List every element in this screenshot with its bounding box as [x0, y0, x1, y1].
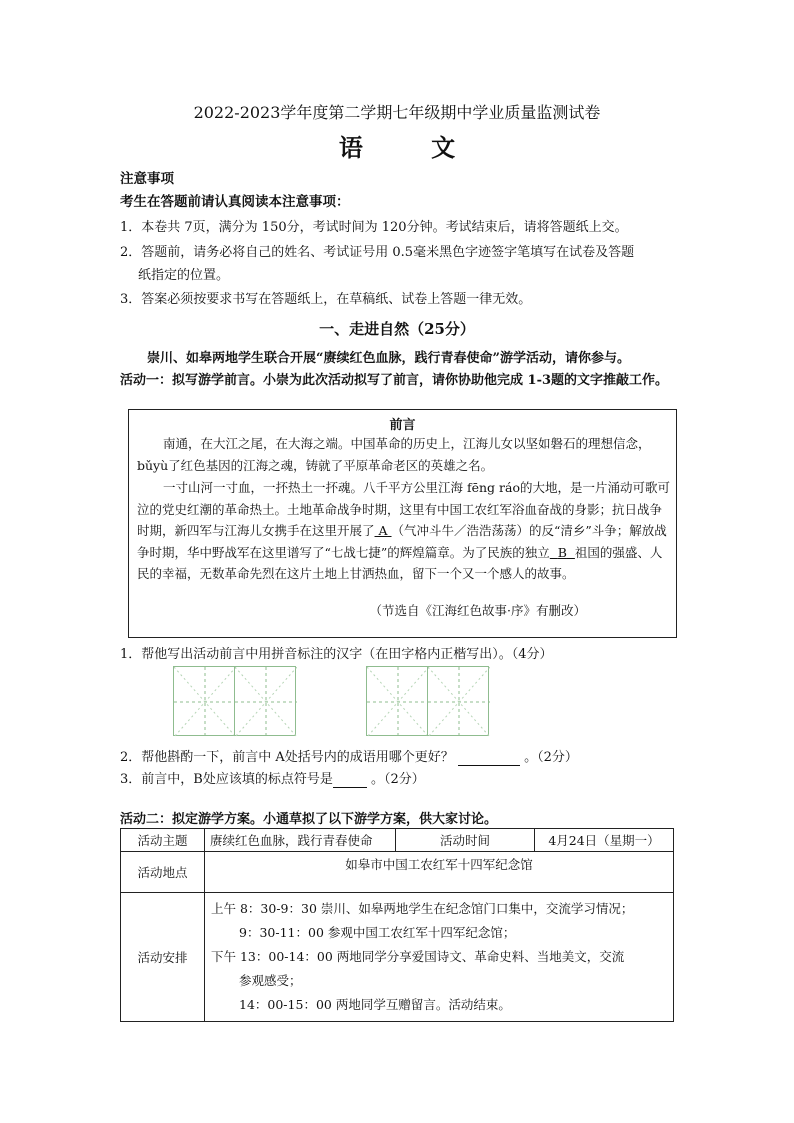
schedule-line: 14：00-15：00 两地同学互赠留言。活动结束。 [239, 997, 511, 1012]
schedule-line: 参观感受； [239, 973, 302, 988]
grid-guides-icon [428, 667, 490, 737]
exam-title: 2022-2023学年度第二学期七年级期中学业质量监测试卷 [193, 103, 601, 122]
table-row [121, 829, 674, 852]
schedule-line: 上午 8：30-9：30 崇川、如皋两地学生在纪念馆门口集中，交流学习情况； [211, 901, 634, 916]
mark-b: B [557, 544, 567, 560]
notice-item-2-cont: 纸指定的位置。 [138, 268, 230, 283]
question-1: 1．帮他写出活动前言中用拼音标注的汉字（在田字格内正楷写出）。（4分） [120, 647, 553, 662]
tianzige-cell[interactable] [427, 666, 489, 736]
answer-blank-q2[interactable] [458, 750, 520, 766]
table-row [121, 893, 674, 1022]
section-heading: 一、走进自然（25分） [319, 320, 475, 338]
tianzige-grid-1[interactable] [173, 666, 295, 736]
mark-a: A [378, 523, 388, 538]
preface-source: （节选自《江海红色故事·序》有删改） [369, 603, 586, 618]
tianzige-cell[interactable] [234, 666, 296, 736]
notice-heading: 注意事项 [120, 171, 174, 187]
schedule-cell [205, 893, 674, 1022]
plan-table [120, 828, 674, 1022]
preface-box [128, 409, 677, 638]
grid-guides-icon [235, 667, 297, 737]
preface-paragraph-1: 南通，在大江之尾，在大海之端。中国革命的历史上，江海儿女以坚如磐石的理想信念， bǔyù了红色基因的江海之魂，铸就了平原革命老区的英雄之名。 [137, 436, 651, 473]
notice-lead: 考生在答题前请认真阅读本注意事项： [120, 194, 350, 210]
preface-paragraph-2: 一寸山河一寸血，一抔热土一抔魂。八千平方公里江海 fēng ráo的大地，是一片涌动可歌可泣的党史红潮的革命热土。土地革命战争时期，这里有中国工农红军浴血奋战的身影；抗日战争时期，新四军与江海儿女携手在这里开展了 A （气冲斗牛／浩浩荡荡）的反“清乡”斗争；解放战争时期，华中野战军在这里谱写了“七战七捷”的辉煌篇章。为了民族的独立 B 祖国的强盛、人民的幸福，无数革命先烈在这片土地上甘洒热血，留下一个又一个感人的故事。 [137, 480, 670, 581]
table-row [121, 852, 674, 893]
section-intro: 崇川、如皋两地学生联合开展“赓续红色血脉，践行青春使命”游学活动，请你参与。 [147, 351, 630, 366]
preface-title: 前言 [389, 418, 416, 433]
notice-item-3: 3．答案必须按要求书写在答题纸上，在草稿纸、试卷上答题一律无效。 [120, 292, 532, 307]
schedule-label: 活动安排 [121, 893, 205, 1022]
place-label: 活动地点 [121, 852, 205, 893]
tianzige-cell[interactable] [173, 666, 235, 736]
notice-item-2: 2．答题前，请务必将自己的姓名、考试证号用 0.5毫米黑色字迹签字笔填写在试卷及答题 [120, 245, 635, 260]
tianzige-cell[interactable] [366, 666, 428, 736]
place-value: 如皋市中国工农红军十四军纪念馆 [205, 852, 674, 893]
tianzige-grid-2[interactable] [366, 666, 488, 736]
question-2: 2．帮他斟酌一下，前言中 A处括号内的成语用哪个更好？ 。（2分） [120, 750, 578, 765]
time-label: 活动时间 [396, 829, 535, 852]
activity2-heading: 活动二：拟定游学方案。小通草拟了以下游学方案，供大家讨论。 [120, 812, 498, 827]
question-3: 3．前言中，B处应该填的标点符号是 。（2分） [120, 772, 425, 787]
subject-title: 语 文 [338, 133, 486, 162]
time-value: 4月24日（星期一） [535, 829, 674, 852]
schedule-line: 下午 13：00-14：00 两地同学分享爱国诗文、革命史料、当地美文，交流 [211, 949, 625, 964]
theme-value: 赓续红色血脉，践行青春使命 [205, 829, 396, 852]
theme-label: 活动主题 [121, 829, 205, 852]
schedule-line: 9：30-11：00 参观中国工农红军十四军纪念馆； [239, 925, 516, 940]
grid-guides-icon [174, 667, 236, 737]
grid-guides-icon [367, 667, 429, 737]
activity1-heading: 活动一：拟写游学前言。小崇为此次活动拟写了前言，请你协助他完成 1-3题的文字推敲工作。 [120, 373, 669, 388]
notice-item-1: 1．本卷共 7页，满分为 150分，考试时间为 120分钟。考试结束后，请将答题纸上交。 [120, 220, 628, 235]
answer-blank-q3[interactable] [333, 772, 367, 788]
